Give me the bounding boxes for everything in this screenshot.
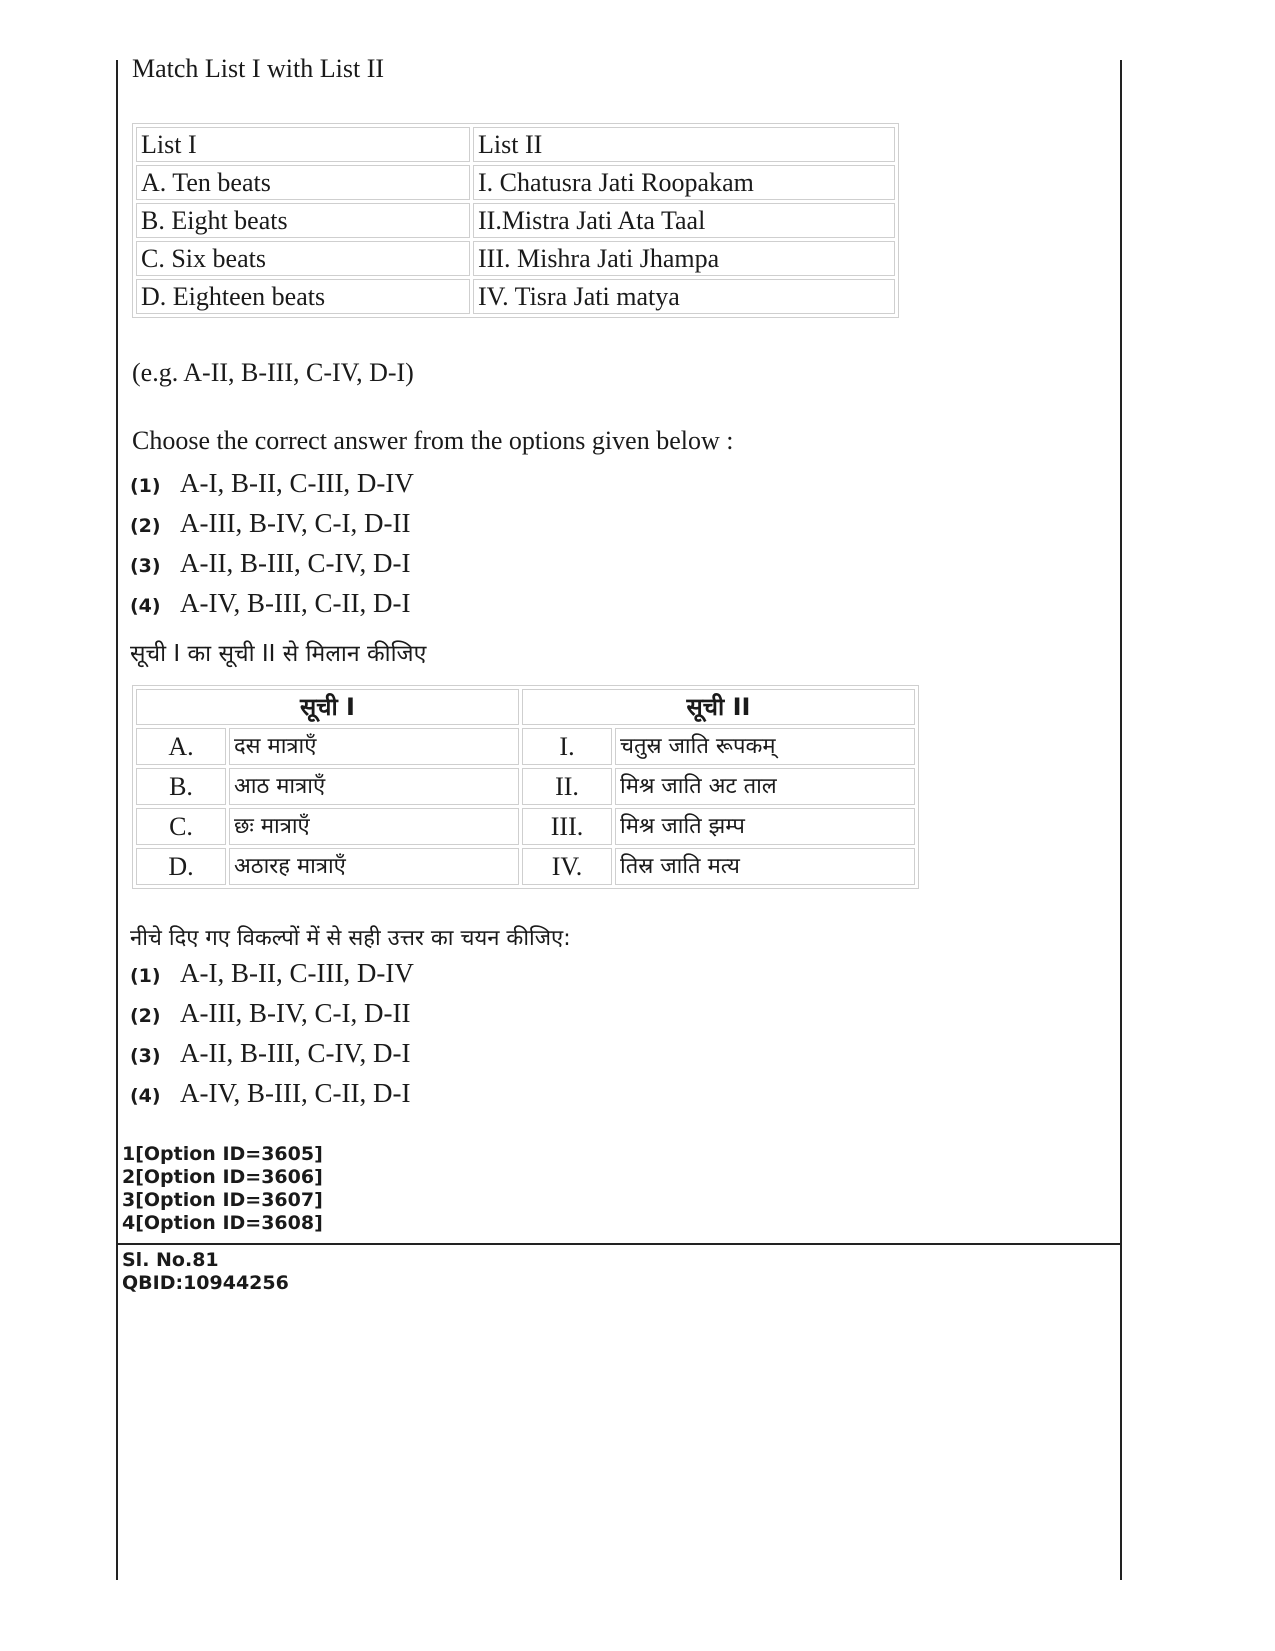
- question-title-hi: सूची I का सूची II से मिलान कीजिए: [130, 641, 427, 667]
- list-1-cell: B. Eight beats: [136, 203, 470, 238]
- option-3-hi: [130, 1038, 410, 1069]
- option-1-en: [130, 468, 414, 499]
- table-row: [136, 203, 895, 238]
- qbid: QBID:10944256: [122, 1272, 289, 1294]
- option-text: A-II, B-III, C-IV, D-I: [180, 548, 411, 578]
- option-number: (1): [130, 475, 161, 497]
- table-row: [136, 165, 895, 200]
- row-numeral: IV.: [522, 848, 612, 885]
- header-list-1: List I: [136, 127, 470, 162]
- row-letter: D.: [136, 848, 226, 885]
- option-4-hi: [130, 1078, 410, 1109]
- choose-instruction-en: Choose the correct answer from the options given below :: [132, 426, 734, 455]
- question-title-en: Match List I with List II: [132, 54, 385, 83]
- list-match-table-en: [132, 123, 899, 318]
- option-3-en: [130, 548, 410, 579]
- table-row: [136, 241, 895, 276]
- option-2-hi: [130, 998, 410, 1029]
- option-text: A-IV, B-III, C-II, D-I: [180, 1078, 411, 1108]
- option-id-2: 2[Option ID=3606]: [122, 1166, 323, 1188]
- list-2-cell: III. Mishra Jati Jhampa: [473, 241, 895, 276]
- serial-number: Sl. No.81: [122, 1249, 219, 1271]
- option-id-1: 1[Option ID=3605]: [122, 1143, 323, 1165]
- option-number: (1): [130, 965, 161, 987]
- suchi-2-cell: चतुस्र जाति रूपकम्: [615, 728, 915, 765]
- list-2-cell: IV. Tisra Jati matya: [473, 279, 895, 314]
- header-list-2: List II: [473, 127, 895, 162]
- row-letter: B.: [136, 768, 226, 805]
- suchi-2-cell: मिश्र जाति अट ताल: [615, 768, 915, 805]
- list-2-cell: II.Mistra Jati Ata Taal: [473, 203, 895, 238]
- suchi-1-cell: दस मात्राएँ: [229, 728, 519, 765]
- option-number: (4): [130, 595, 161, 617]
- option-number: (4): [130, 1085, 161, 1107]
- option-id-3: 3[Option ID=3607]: [122, 1189, 323, 1211]
- option-number: (3): [130, 1045, 161, 1067]
- option-text: A-II, B-III, C-IV, D-I: [180, 1038, 411, 1068]
- table-row: [136, 768, 915, 805]
- table-header-row: [136, 127, 895, 162]
- next-question-meta: [122, 1249, 289, 1295]
- header-suchi-1: सूची I: [136, 689, 519, 725]
- list-match-table-hi: [132, 685, 919, 889]
- option-4-en: [130, 588, 410, 619]
- option-text: A-I, B-II, C-III, D-IV: [180, 958, 414, 988]
- row-numeral: III.: [522, 808, 612, 845]
- question-divider: [116, 1243, 1122, 1245]
- option-number: (3): [130, 555, 161, 577]
- list-1-cell: C. Six beats: [136, 241, 470, 276]
- table-row: [136, 279, 895, 314]
- list-1-cell: A. Ten beats: [136, 165, 470, 200]
- table-row: [136, 808, 915, 845]
- left-border-line: [116, 60, 118, 1580]
- option-text: A-III, B-IV, C-I, D-II: [180, 508, 411, 538]
- list-2-cell: I. Chatusra Jati Roopakam: [473, 165, 895, 200]
- table-row: [136, 848, 915, 885]
- choose-instruction-hi: नीचे दिए गए विकल्पों में से सही उत्तर का चयन कीजिए:: [130, 926, 571, 951]
- example-text: (e.g. A-II, B-III, C-IV, D-I): [132, 358, 414, 387]
- suchi-2-cell: मिश्र जाति झम्प: [615, 808, 915, 845]
- suchi-1-cell: अठारह मात्राएँ: [229, 848, 519, 885]
- header-suchi-2: सूची II: [522, 689, 915, 725]
- option-text: A-I, B-II, C-III, D-IV: [180, 468, 414, 498]
- table-header-row: [136, 689, 915, 725]
- suchi-1-cell: आठ मात्राएँ: [229, 768, 519, 805]
- list-1-cell: D. Eighteen beats: [136, 279, 470, 314]
- option-2-en: [130, 508, 410, 539]
- row-numeral: I.: [522, 728, 612, 765]
- suchi-1-cell: छः मात्राएँ: [229, 808, 519, 845]
- option-id-4: 4[Option ID=3608]: [122, 1212, 323, 1234]
- option-ids: [122, 1143, 323, 1235]
- row-numeral: II.: [522, 768, 612, 805]
- option-1-hi: [130, 958, 414, 989]
- option-text: A-III, B-IV, C-I, D-II: [180, 998, 411, 1028]
- table-row: [136, 728, 915, 765]
- option-text: A-IV, B-III, C-II, D-I: [180, 588, 411, 618]
- suchi-2-cell: तिस्र जाति मत्य: [615, 848, 915, 885]
- row-letter: A.: [136, 728, 226, 765]
- option-number: (2): [130, 515, 161, 537]
- right-border-line: [1120, 60, 1122, 1580]
- option-number: (2): [130, 1005, 161, 1027]
- row-letter: C.: [136, 808, 226, 845]
